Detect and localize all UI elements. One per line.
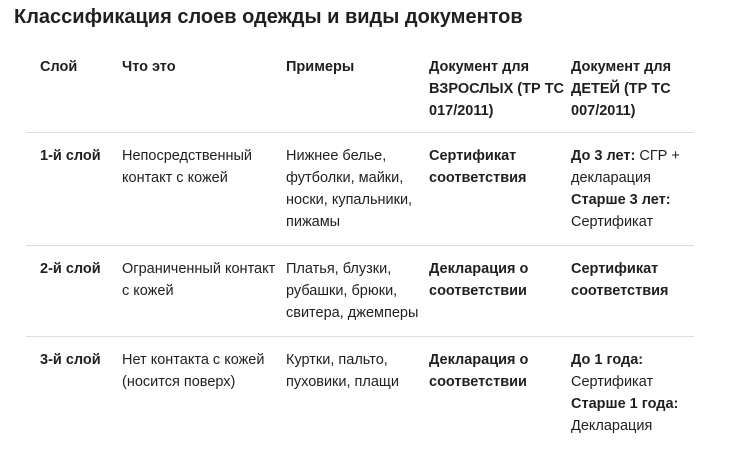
child-doc-value: СГР + декларация xyxy=(571,148,680,186)
what-cell: Ограниченный контакт с кожей xyxy=(122,261,276,299)
adult-doc-cell: Сертификат соответствия xyxy=(429,148,527,186)
what-cell: Непосредственный контакт с кожей xyxy=(122,148,253,186)
examples-cell: Куртки, пальто, пуховики, плащи xyxy=(286,352,399,390)
child-age-label: Старше 1 года: xyxy=(571,396,679,412)
documents-table xyxy=(26,52,694,437)
child-doc-value: Декларация xyxy=(571,418,653,434)
adult-doc-cell: Декларация о соответствии xyxy=(429,261,529,299)
table-header-row xyxy=(26,52,694,133)
child-age-label: До 1 года: xyxy=(571,352,644,368)
child-doc-line xyxy=(571,148,680,186)
table-row xyxy=(26,337,694,438)
layer-cell: 2-й слой xyxy=(40,261,101,277)
child-doc-cell xyxy=(571,337,694,438)
adult-doc-cell: Декларация о соответствии xyxy=(429,352,529,390)
child-doc-line xyxy=(571,189,694,233)
child-doc-value: Сертификат xyxy=(571,374,654,390)
header-examples: Примеры xyxy=(286,59,355,75)
child-doc-cell xyxy=(571,133,694,246)
examples-cell: Платья, блузки, рубашки, брюки, свитера, джемперы xyxy=(286,261,419,321)
layer-cell: 3-й слой xyxy=(40,352,101,368)
child-age-label: До 3 лет: xyxy=(571,148,636,164)
what-cell: Нет контакта с кожей (носится поверх) xyxy=(122,352,265,390)
child-age-label: Старше 3 лет: xyxy=(571,192,671,208)
header-adult-doc: Документ для ВЗРОСЛЫХ (ТР ТС 017/2011) xyxy=(429,59,565,119)
page-title: Классификация слоев одежды и виды документов xyxy=(14,6,523,28)
layer-cell: 1-й слой xyxy=(40,148,101,164)
table-row xyxy=(26,246,694,337)
header-layer: Слой xyxy=(40,59,78,75)
child-doc-value: Сертификат xyxy=(571,214,654,230)
header-child-doc: Документ для ДЕТЕЙ (ТР ТС 007/2011) xyxy=(571,59,672,119)
child-doc-line xyxy=(571,349,694,393)
header-what: Что это xyxy=(122,59,176,75)
examples-cell: Нижнее белье, футболки, майки, носки, купальники, пижамы xyxy=(286,148,413,230)
child-doc-line xyxy=(571,393,694,437)
child-doc-cell: Сертификат соответствия xyxy=(571,261,669,299)
table-row xyxy=(26,133,694,246)
